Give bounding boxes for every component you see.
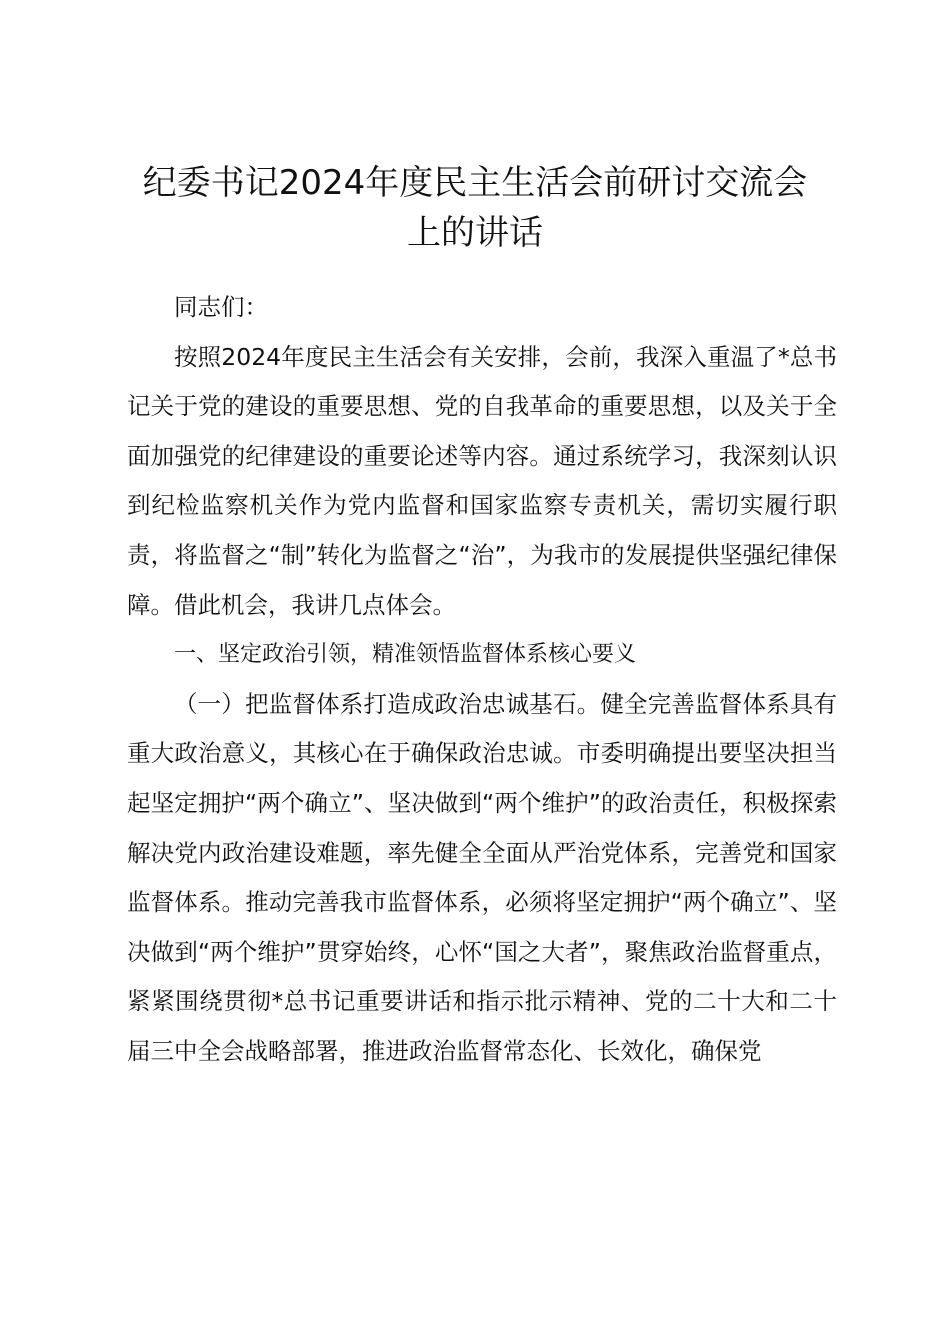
document-body: [127, 283, 837, 1077]
document-title: [100, 158, 850, 258]
title-line-2: 上的讲话: [407, 213, 543, 253]
title-line-1: 纪委书记2024年度民主生活会前研讨交流会: [142, 163, 808, 203]
section-heading-1: 一、坚定政治引领，精准领悟监督体系核心要义: [174, 642, 637, 668]
salutation: 同志们：: [174, 293, 268, 321]
paragraph-intro: 按照2024年度民主生活会有关安排，会前，我深入重温了*总书记关于党的建设的重要思想、党的自我革命的重要思想，以及关于全面加强党的纪律建设的重要论述等内容。通过系统学习，我深刻认识到纪检监察机关作为党内监督和国家监察专责机关，需切实履行职责，将监督之“制”转化为监督之“治”，为我市的发展提供坚强纪律保障。借此机会，我讲几点体会。: [127, 342, 837, 619]
paragraph-section-1-1: （一）把监督体系打造成政治忠诚基石。健全完善监督体系具有重大政治意义，其核心在于确保政治忠诚。市委明确提出要坚决担当起坚定拥护“两个确立”、坚决做到“两个维护”的政治责任，积极探索解决党内政治建设难题，率先健全全面从严治党体系，完善党和国家监督体系。推动完善我市监督体系，必须将坚定拥护“两个确立”、坚决做到“两个维护”贯穿始终，心怀“国之大者”，聚焦政治监督重点，紧紧围绕贯彻*总书记重要讲话和指示批示精神、党的二十大和二十届三中全会战略部署，推进政治监督常态化、长效化，确保党: [127, 689, 837, 1065]
